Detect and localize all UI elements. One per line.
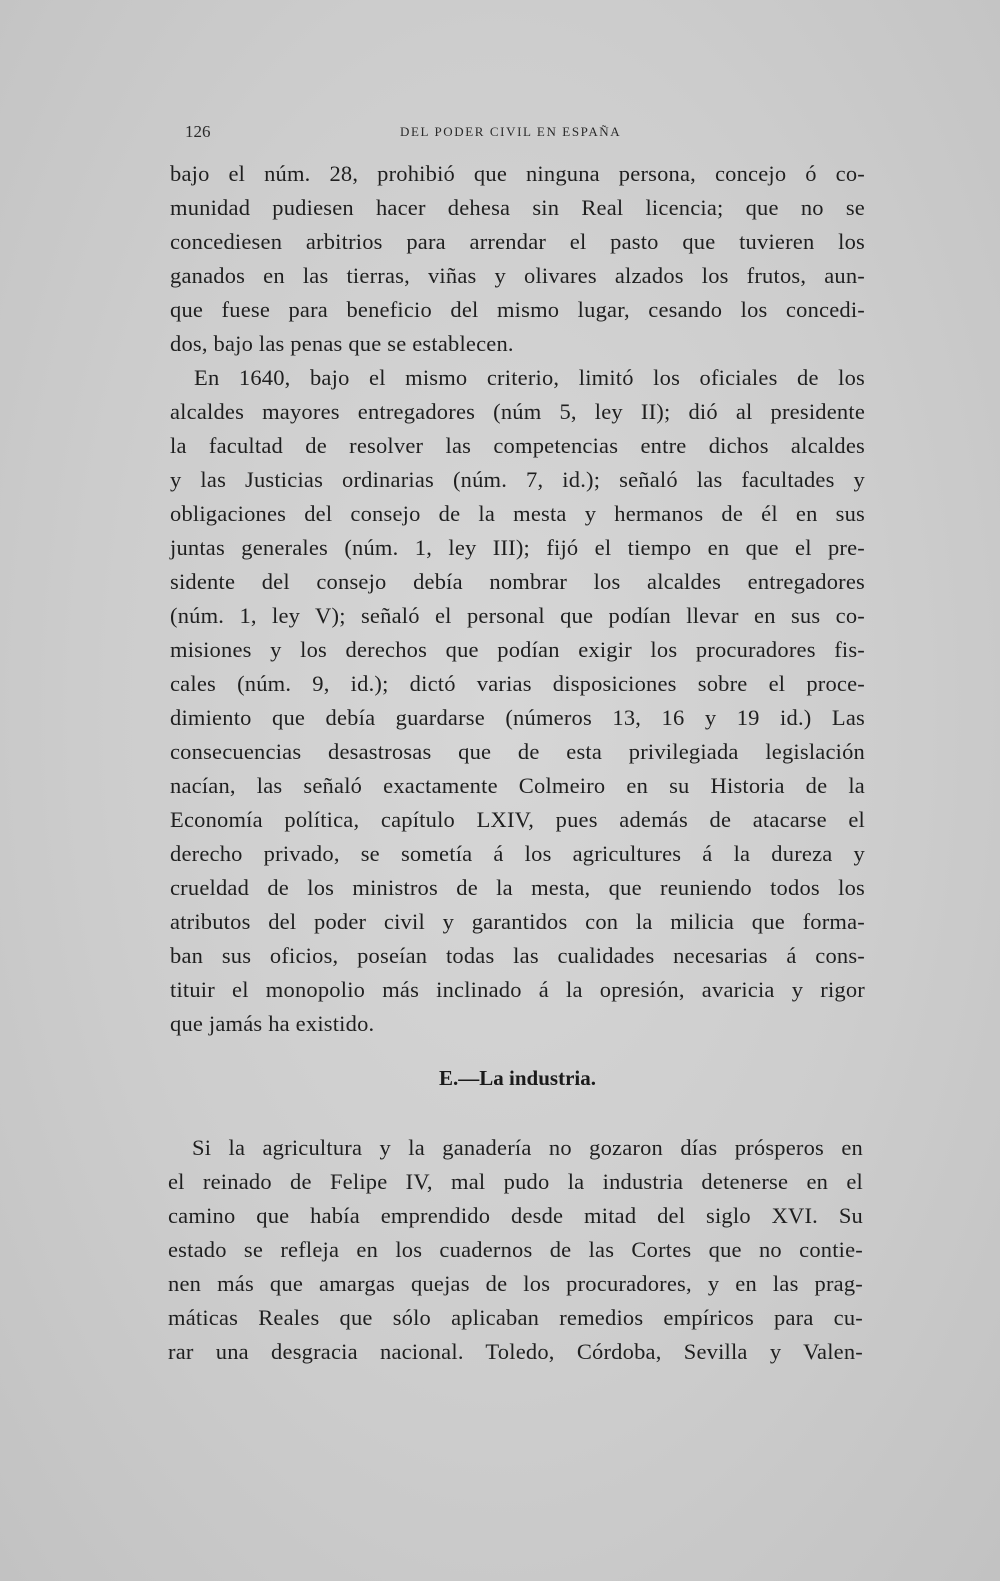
text-line: munidad pudiesen hacer dehesa sin Real licencia; que no se (170, 195, 865, 220)
text-line: misiones y los derechos que podían exigir los procuradores fis- (170, 637, 865, 662)
text-line: camino que había emprendido desde mitad del siglo XVI. Su (168, 1203, 863, 1228)
page-number: 126 (185, 122, 211, 141)
text-line: (núm. 1, ley V); señaló el personal que podían llevar en sus co- (170, 603, 865, 628)
text-line: ban sus oficios, poseían todas las cualidades necesarias á cons- (170, 943, 865, 968)
text-line: Si la agricultura y la ganadería no gozaron días prósperos en (192, 1135, 863, 1160)
text-line: nen más que amargas quejas de los procuradores, y en las prag- (168, 1271, 863, 1296)
text-line: En 1640, bajo el mismo criterio, limitó los oficiales de los (194, 365, 865, 390)
text-line: tituir el monopolio más inclinado á la opresión, avaricia y rigor (170, 977, 865, 1002)
text-line: consecuencias desastrosas que de esta privilegiada legislación (170, 739, 865, 764)
text-line: sidente del consejo debía nombrar los alcaldes entregadores (170, 569, 865, 594)
text-line: juntas generales (núm. 1, ley III); fijó el tiempo en que el pre- (170, 535, 865, 560)
text-line: crueldad de los ministros de la mesta, que reuniendo todos los (170, 875, 865, 900)
text-line: el reinado de Felipe IV, mal pudo la industria detenerse en el (168, 1169, 863, 1194)
text-line: obligaciones del consejo de la mesta y hermanos de él en sus (170, 501, 865, 526)
text-line: la facultad de resolver las competencias entre dichos alcaldes (170, 433, 865, 458)
text-line: atributos del poder civil y garantidos con la milicia que forma- (170, 909, 865, 934)
body-text-bottom (168, 1131, 863, 1369)
text-line: máticas Reales que sólo aplicaban remedios empíricos para cu- (168, 1305, 863, 1330)
text-line: nacían, las señaló exactamente Colmeiro en su Historia de la (170, 773, 865, 798)
text-line: que fuese para beneficio del mismo lugar, cesando los concedi- (170, 297, 865, 322)
section-heading: E.—La industria. (439, 1066, 596, 1090)
text-line: alcaldes mayores entregadores (núm 5, ley II); dió al presidente (170, 399, 865, 424)
text-line: bajo el núm. 28, prohibió que ninguna persona, concejo ó co- (170, 161, 865, 186)
body-text-top (170, 157, 865, 1041)
text-line: Economía política, capítulo LXIV, pues además de atacarse el (170, 807, 865, 832)
text-line: que jamás ha existido. (170, 1011, 375, 1036)
text-line: dimiento que debía guardarse (números 13, 16 y 19 id.) Las (170, 705, 865, 730)
text-line: ganados en las tierras, viñas y olivares alzados los frutos, aun- (170, 263, 865, 288)
text-line: y las Justicias ordinarias (núm. 7, id.); señaló las facultades y (170, 467, 865, 492)
text-line: concediesen arbitrios para arrendar el pasto que tuvieren los (170, 229, 865, 254)
text-line: rar una desgracia nacional. Toledo, Córdoba, Sevilla y Valen- (168, 1339, 863, 1364)
page-header (185, 122, 655, 144)
text-line: cales (núm. 9, id.); dictó varias disposiciones sobre el proce- (170, 671, 865, 696)
text-line: derecho privado, se sometía á los agricultures á la dureza y (170, 841, 865, 866)
text-line: dos, bajo las penas que se establecen. (170, 331, 514, 356)
text-line: estado se refleja en los cuadernos de las Cortes que no contie- (168, 1237, 863, 1262)
running-title: DEL PODER CIVIL EN ESPAÑA (400, 124, 622, 139)
